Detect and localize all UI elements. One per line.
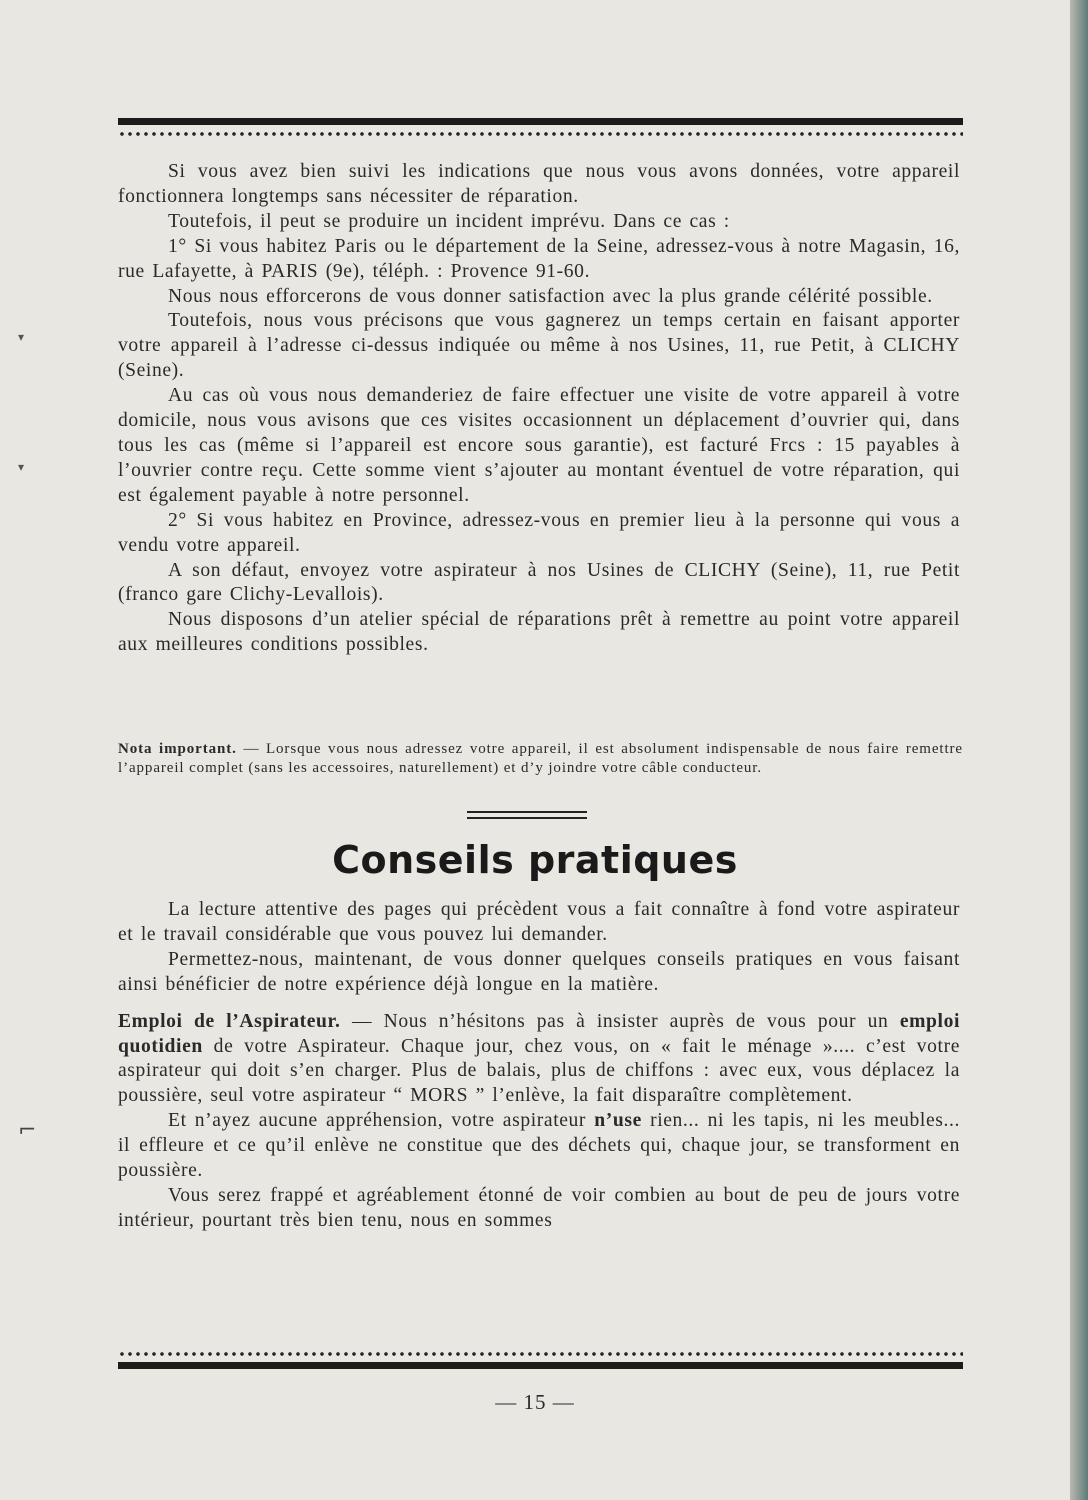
text-run: — Nous n’hésitons pas à insister auprès de vous pour un [340,1010,900,1032]
paragraph: Permettez-nous, maintenant, de vous donner quelques conseils pratiques en vous faisant ainsi bénéficier de notre expérience déjà longue en la matière. [118,948,960,995]
paragraph: Nous nous efforcerons de vous donner satisfaction avec la plus grande célérité possible. [168,285,933,307]
bottom-border-thick [118,1362,963,1369]
paragraph: A son défaut, envoyez votre aspirateur à nos Usines de CLICHY (Seine), 11, rue Petit (franco gare Clichy-Levallois). [118,559,960,606]
section-heading: Conseils pratiques [332,838,738,882]
binding-mark-icon: ▾ [18,330,25,344]
bold-run: n’use [594,1110,642,1132]
page-edge [1070,0,1088,1500]
binding-mark-icon: ⌐ [18,1118,37,1143]
text-run: rien... ni les tapis, ni les meubles... il effleure et ce qu’il enlève ne constitue que des déchets qui, chaque jour, se transforment en poussière. [118,1110,960,1182]
paragraph [118,1109,960,1184]
bold-run: emploi quotidien [118,1010,961,1057]
paragraph-emploi [118,1010,960,1110]
page-number: — 15 — [495,1390,575,1414]
top-border-thick [118,118,963,125]
text-run: de votre Aspirateur. Chaque jour, chez vous, on « fait le ménage ».... c’est votre aspirateur qui doit s’en charger. Plus de balais, plus de chiffons : avec eux, vous déplacez la poussière, seul votre aspirateur “ MORS ” l’enlève, la fait disparaître complètement. [118,1035,960,1107]
paragraph: Toutefois, il peut se produire un incident imprévu. Dans ce cas : [168,210,730,232]
emploi-label: Emploi de l’Aspirateur. [118,1010,341,1032]
paragraph: 1° Si vous habitez Paris ou le département de la Seine, adressez-vous à notre Magasin, 16, rue Lafayette, à PARIS (9e), téléph. : Provence 91-60. [118,235,960,282]
text-run: Et n’ayez aucune appréhension, votre aspirateur [168,1110,595,1132]
paragraph: 2° Si vous habitez en Province, adressez-vous en premier lieu à la personne qui vous a vendu votre appareil. [118,509,960,556]
paragraph: Au cas où vous nous demanderiez de faire effectuer une visite de votre appareil à votre domicile, nous vous avisons que ces visites occasionnent un déplacement d’ouvrier qui, dans tous les cas (même si l’appareil est encore sous garantie), est facturé Frcs : 15 payables à l’ouvrier contre reçu. Cette somme vient s’ajouter au montant éventuel de votre réparation, qui est également payable à notre personnel. [118,385,960,506]
paragraph: Toutefois, nous vous précisons que vous gagnerez un temps certain en faisant apporter votre appareil à l’adresse ci-dessus indiquée ou même à nos Usines, 11, rue Petit, à CLICHY (Seine). [118,310,960,382]
nota-important [118,740,963,777]
top-border-dotted [118,131,963,137]
paragraph: La lecture attentive des pages qui précèdent vous a fait connaître à fond votre aspirateur et le travail considérable que vous pouvez lui demander. [118,899,960,945]
repair-instructions [118,160,960,658]
separator-line [467,811,587,813]
paragraph: Nous disposons d’un atelier spécial de réparations prêt à remettre au point votre appareil aux meilleures conditions possibles. [118,609,960,656]
paragraph: Si vous avez bien suivi les indications que nous vous avons données, votre appareil fonctionnera longtemps sans nécessiter de réparation. [118,161,960,207]
separator-line [467,817,587,819]
nota-label: Nota important. [118,741,237,757]
binding-mark-icon: ▾ [18,460,25,474]
bottom-border-dotted [118,1351,963,1357]
paragraph: Vous serez frappé et agréablement étonné de voir combien au bout de peu de jours votre intérieur, pourtant très bien tenu, nous en sommes [118,1184,960,1231]
nota-text: — Lorsque vous nous adressez votre appareil, il est absolument indispensable de nous faire remettre l’appareil complet (sans les accessoires, naturellement) et d’y joindre votre câble conducteur. [118,741,963,776]
practical-advice [118,898,960,1234]
